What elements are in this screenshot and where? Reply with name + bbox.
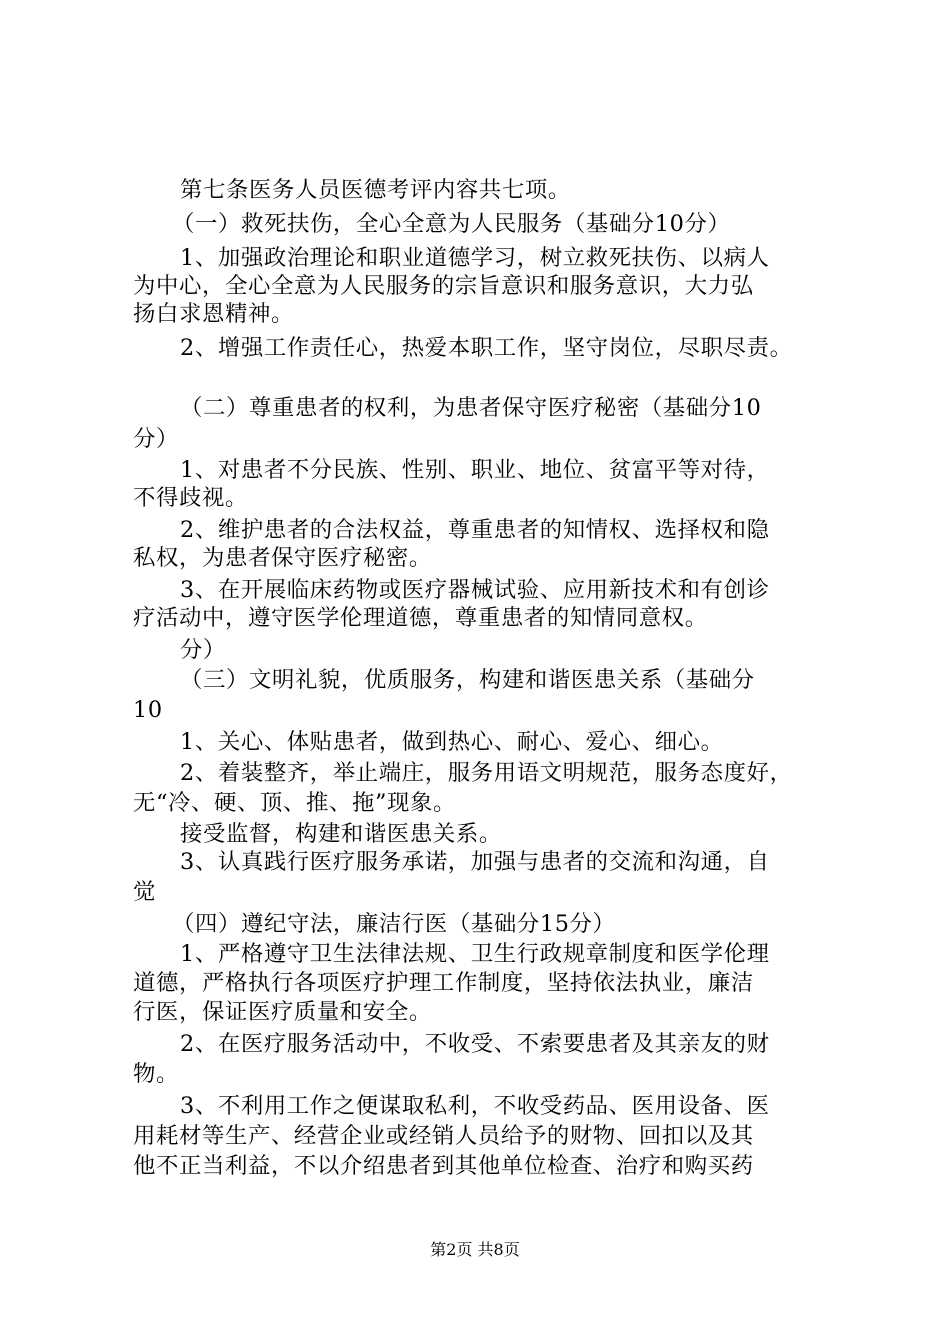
text-line: 私权，为患者保守医疗秘密。 [133,545,432,571]
text-line: 疗活动中，遵守医学伦理道德，尊重患者的知情同意权。 [133,605,708,631]
text-line: 3、在开展临床药物或医疗器械试验、应用新技术和有创诊 [180,577,770,603]
text-line: 用耗材等生产、经营企业或经销人员给予的财物、回扣以及其 [133,1123,754,1149]
page-footer: 第2页 共8页 [430,1240,520,1259]
text-line: 分） [133,426,179,452]
section-heading: （一）救死扶伤，全心全意为人民服务（基础分10分） [172,211,731,237]
text-line: 2、着装整齐，举止端庄，服务用语文明规范，服务态度好， [180,760,793,786]
text-line: 3、认真践行医疗服务承诺，加强与患者的交流和沟通，自 [180,849,770,875]
section-heading: （三）文明礼貌，优质服务，构建和谐医患关系（基础分 [180,667,755,693]
text-line: 3、不利用工作之便谋取私利，不收受药品、医用设备、医 [180,1093,770,1119]
text-line: 觉 [133,879,156,905]
section-heading: （二）尊重患者的权利，为患者保守医疗秘密（基础分10 [180,395,762,421]
section-heading: （四）遵纪守法，廉洁行医（基础分15分） [172,911,616,937]
text-line: 1、关心、体贴患者，做到热心、耐心、爱心、细心。 [180,729,724,755]
text-line: 他不正当利益，不以介绍患者到其他单位检查、治疗和购买药 [133,1153,754,1179]
text-line: 行医，保证医疗质量和安全。 [133,999,432,1025]
text-line: 10 [133,697,163,723]
text-line: 2、维护患者的合法权益，尊重患者的知情权、选择权和隐 [180,517,770,543]
text-line: 1、严格遵守卫生法律法规、卫生行政规章制度和医学伦理 [180,941,770,967]
text-line: 分） [180,637,226,663]
text-line: 接受监督，构建和谐医患关系。 [180,821,502,847]
text-line: 1、对患者不分民族、性别、职业、地位、贫富平等对待， [180,457,770,483]
text-line: 物。 [133,1061,179,1087]
text-line: 第七条医务人员医德考评内容共七项。 [180,177,571,203]
text-line: 无“冷、硬、顶、推、拖”现象。 [133,790,456,816]
text-line: 2、增强工作责任心，热爱本职工作，坚守岗位，尽职尽责。 [180,335,793,361]
text-line: 不得歧视。 [133,485,248,511]
text-line: 道德，严格执行各项医疗护理工作制度，坚持依法执业，廉洁 [133,970,754,996]
text-line: 扬白求恩精神。 [133,301,294,327]
text-line: 1、加强政治理论和职业道德学习，树立救死扶伤、以病人 [180,245,770,271]
text-line: 2、在医疗服务活动中，不收受、不索要患者及其亲友的财 [180,1031,770,1057]
text-line: 为中心，全心全意为人民服务的宗旨意识和服务意识，大力弘 [133,273,754,299]
